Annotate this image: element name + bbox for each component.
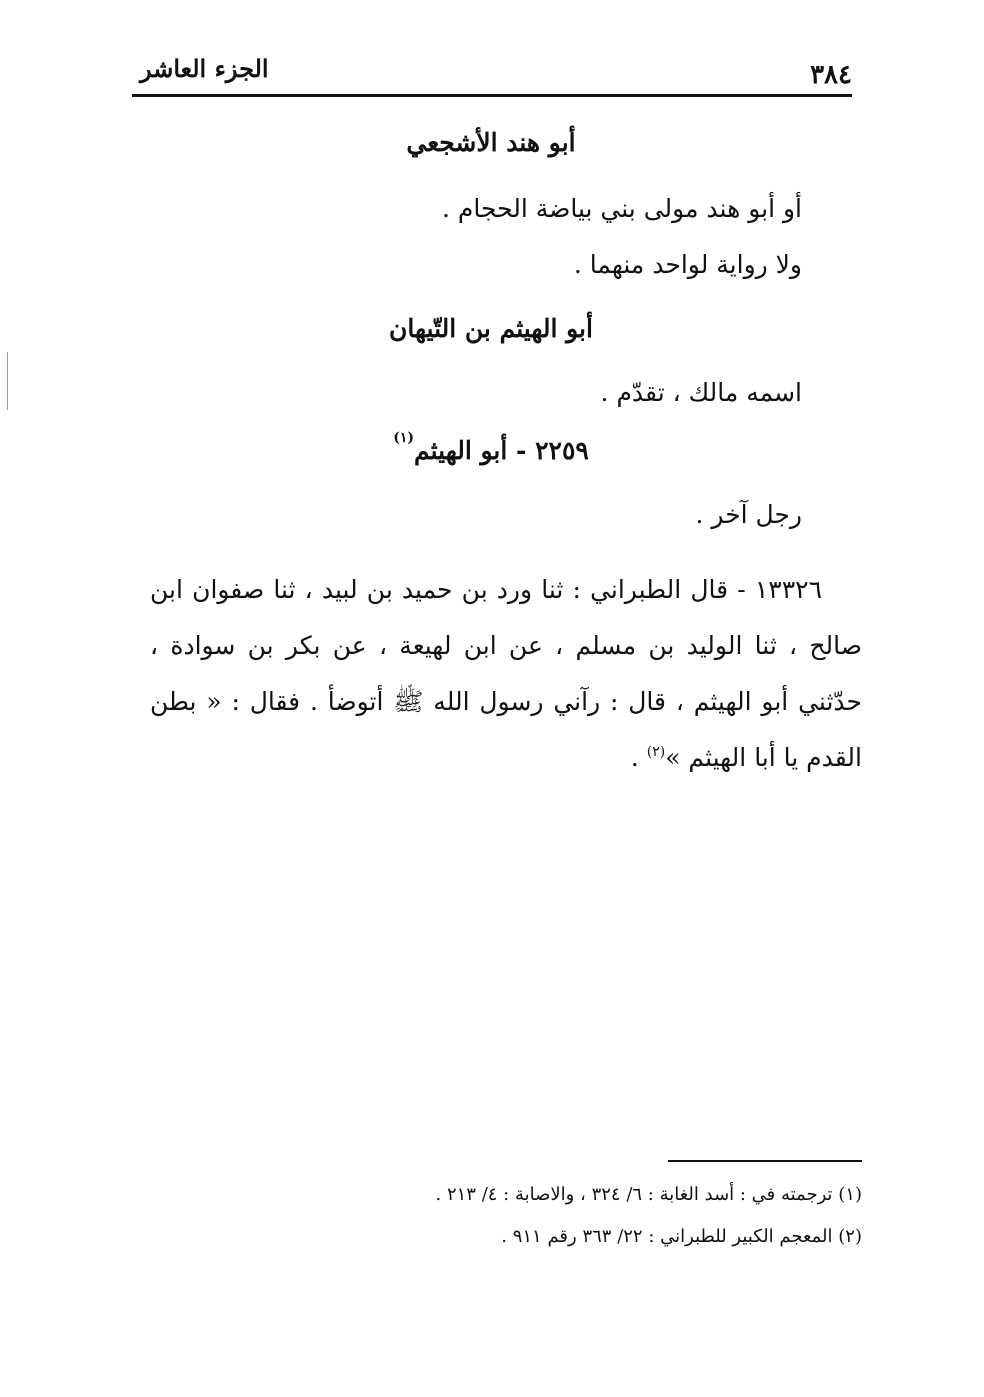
hadith-end: . <box>630 743 647 772</box>
footnote-rule <box>668 1160 862 1162</box>
text-line-4: رجل آخر . <box>695 500 802 529</box>
footnote-ref-1: (١) <box>393 430 414 446</box>
entry-heading <box>130 430 852 465</box>
footnote-1: (١) ترجمته في : أسد الغابة : ٦/ ٣٢٤ ، والاصابة : ٤/ ٢١٣ . <box>435 1184 862 1205</box>
heading-abu-haytham-tayhan: أبو الهيثم بن التّيهان <box>389 314 593 343</box>
scan-artifact-line <box>7 352 8 410</box>
heading-abu-hind: أبو هند الأشجعي <box>406 128 576 157</box>
text-line-2: ولا رواية لواحد منهما . <box>573 250 802 279</box>
page-number: ٣٨٤ <box>810 60 852 90</box>
entry-heading-text: ٢٢٥٩ - أبو الهيثم <box>413 436 589 465</box>
text-line-3: اسمه مالك ، تقدّم . <box>600 378 802 407</box>
footnote-2: (٢) المعجم الكبير للطبراني : ٢٢/ ٣٦٣ رقم ٩١١ . <box>501 1226 862 1247</box>
header-rule <box>132 94 852 97</box>
hadith-paragraph <box>150 562 862 786</box>
footnote-ref-2: (٢) <box>646 744 666 760</box>
hadith-text: ١٣٣٢٦ - قال الطبراني : ثنا ورد بن حميد بن لبيد ، ثنا صفوان ابن صالح ، ثنا الوليد بن مسلم ، عن ابن لهيعة ، عن بكر بن سوادة ، حدّثني أبو الهيثم ، قال : رآني رسول الله ﷺ أتوضأ . فقال : « بطن القدم يا أبا الهيثم » <box>150 575 862 772</box>
running-head <box>130 50 852 98</box>
volume-title: الجزء العاشر <box>140 54 269 83</box>
text-line-1: أو أبو هند مولى بني بياضة الحجام . <box>441 194 802 223</box>
